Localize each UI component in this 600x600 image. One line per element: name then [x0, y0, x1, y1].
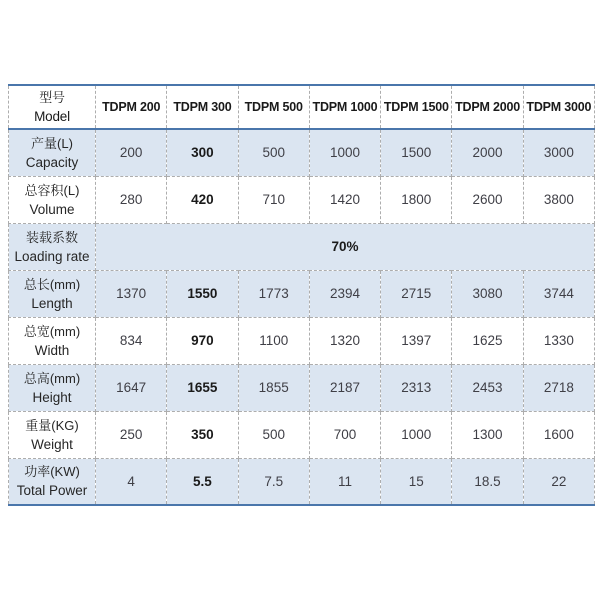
row-label-zh: 总宽(mm): [23, 323, 81, 339]
row-label-height: [9, 364, 96, 411]
value-cell-volume-tdpm-500: 710: [238, 176, 309, 223]
value-cell-weight-tdpm-1000: 700: [309, 411, 380, 458]
spec-table-body: [9, 129, 595, 505]
value-cell-capacity-tdpm-200: 200: [96, 129, 167, 176]
column-header-tdpm-300: TDPM 300: [167, 85, 238, 129]
row-label-zh: 产量(L): [31, 135, 73, 151]
value-cell-weight-tdpm-200: 250: [96, 411, 167, 458]
value-cell-width-tdpm-3000: 1330: [523, 317, 594, 364]
row-label-weight: [9, 411, 96, 458]
value-cell-height-tdpm-3000: 2718: [523, 364, 594, 411]
column-header-tdpm-200: TDPM 200: [96, 85, 167, 129]
value-cell-weight-tdpm-300: 350: [167, 411, 238, 458]
value-cell-weight-tdpm-3000: 1600: [523, 411, 594, 458]
value-cell-height-tdpm-300: 1655: [167, 364, 238, 411]
row-label-zh: 总高(mm): [23, 370, 81, 386]
column-header-tdpm-2000: TDPM 2000: [452, 85, 523, 129]
column-header-tdpm-500: TDPM 500: [238, 85, 309, 129]
value-cell-volume-tdpm-3000: 3800: [523, 176, 594, 223]
value-cell-length-tdpm-2000: 3080: [452, 270, 523, 317]
value-cell-volume-tdpm-300: 420: [167, 176, 238, 223]
value-cell-length-tdpm-3000: 3744: [523, 270, 594, 317]
value-cell-weight-tdpm-500: 500: [238, 411, 309, 458]
value-cell-width-tdpm-1500: 1397: [381, 317, 452, 364]
value-cell-volume-tdpm-1500: 1800: [381, 176, 452, 223]
table-row-volume: [9, 176, 595, 223]
row-label-en: Volume: [29, 201, 75, 217]
row-label-en: Total Power: [16, 483, 88, 499]
value-cell-capacity-tdpm-3000: 3000: [523, 129, 594, 176]
value-cell-length-tdpm-300: 1550: [167, 270, 238, 317]
table-row-loading-rate: [9, 223, 595, 270]
value-cell-total-power-tdpm-2000: 18.5: [452, 458, 523, 505]
row-label-total-power: [9, 458, 96, 505]
row-label-length: [9, 270, 96, 317]
value-cell-total-power-tdpm-1500: 15: [381, 458, 452, 505]
row-label-en: Height: [32, 389, 72, 405]
value-cell-width-tdpm-500: 1100: [238, 317, 309, 364]
merged-value-cell-loading-rate: 70%: [96, 223, 595, 270]
table-row-height: [9, 364, 595, 411]
value-cell-total-power-tdpm-1000: 11: [309, 458, 380, 505]
value-cell-capacity-tdpm-1000: 1000: [309, 129, 380, 176]
value-cell-total-power-tdpm-3000: 22: [523, 458, 594, 505]
value-cell-width-tdpm-200: 834: [96, 317, 167, 364]
value-cell-capacity-tdpm-300: 300: [167, 129, 238, 176]
value-cell-weight-tdpm-2000: 1300: [452, 411, 523, 458]
column-header-tdpm-3000: TDPM 3000: [523, 85, 594, 129]
value-cell-volume-tdpm-2000: 2600: [452, 176, 523, 223]
row-label-en: Weight: [31, 436, 73, 452]
table-row-weight: [9, 411, 595, 458]
row-label-capacity: [9, 129, 96, 176]
value-cell-weight-tdpm-1500: 1000: [381, 411, 452, 458]
value-cell-height-tdpm-500: 1855: [238, 364, 309, 411]
header-row: [9, 85, 595, 129]
row-label-en: Capacity: [25, 154, 79, 170]
value-cell-height-tdpm-2000: 2453: [452, 364, 523, 411]
value-cell-capacity-tdpm-2000: 2000: [452, 129, 523, 176]
spec-table: [8, 84, 595, 506]
row-label-width: [9, 317, 96, 364]
table-row-total-power: [9, 458, 595, 505]
value-cell-length-tdpm-1000: 2394: [309, 270, 380, 317]
value-cell-volume-tdpm-200: 280: [96, 176, 167, 223]
value-cell-width-tdpm-2000: 1625: [452, 317, 523, 364]
header-model-cell: [9, 85, 96, 129]
row-label-volume: [9, 176, 96, 223]
row-label-zh: 装载系数: [25, 229, 78, 245]
row-label-zh: 功率(KW): [24, 464, 80, 480]
value-cell-length-tdpm-200: 1370: [96, 270, 167, 317]
table-row-width: [9, 317, 595, 364]
column-header-tdpm-1500: TDPM 1500: [381, 85, 452, 129]
row-label-en: Width: [34, 342, 70, 358]
row-label-zh: 总长(mm): [23, 276, 81, 292]
value-cell-total-power-tdpm-200: 4: [96, 458, 167, 505]
value-cell-total-power-tdpm-300: 5.5: [167, 458, 238, 505]
table-row-length: [9, 270, 595, 317]
row-label-en: Loading rate: [14, 248, 90, 264]
row-label-en: Length: [31, 295, 73, 311]
value-cell-capacity-tdpm-500: 500: [238, 129, 309, 176]
value-cell-width-tdpm-1000: 1320: [309, 317, 380, 364]
value-cell-length-tdpm-500: 1773: [238, 270, 309, 317]
header-label-zh: 型号: [39, 90, 65, 105]
value-cell-capacity-tdpm-1500: 1500: [381, 129, 452, 176]
value-cell-total-power-tdpm-500: 7.5: [238, 458, 309, 505]
value-cell-width-tdpm-300: 970: [167, 317, 238, 364]
value-cell-height-tdpm-200: 1647: [96, 364, 167, 411]
value-cell-length-tdpm-1500: 2715: [381, 270, 452, 317]
table-row-capacity: [9, 129, 595, 176]
row-label-loading-rate: [9, 223, 96, 270]
value-cell-volume-tdpm-1000: 1420: [309, 176, 380, 223]
value-cell-height-tdpm-1500: 2313: [381, 364, 452, 411]
header-label-en: Model: [34, 109, 70, 124]
column-header-tdpm-1000: TDPM 1000: [309, 85, 380, 129]
value-cell-height-tdpm-1000: 2187: [309, 364, 380, 411]
row-label-zh: 重量(KG): [25, 417, 79, 433]
row-label-zh: 总容积(L): [24, 182, 80, 198]
